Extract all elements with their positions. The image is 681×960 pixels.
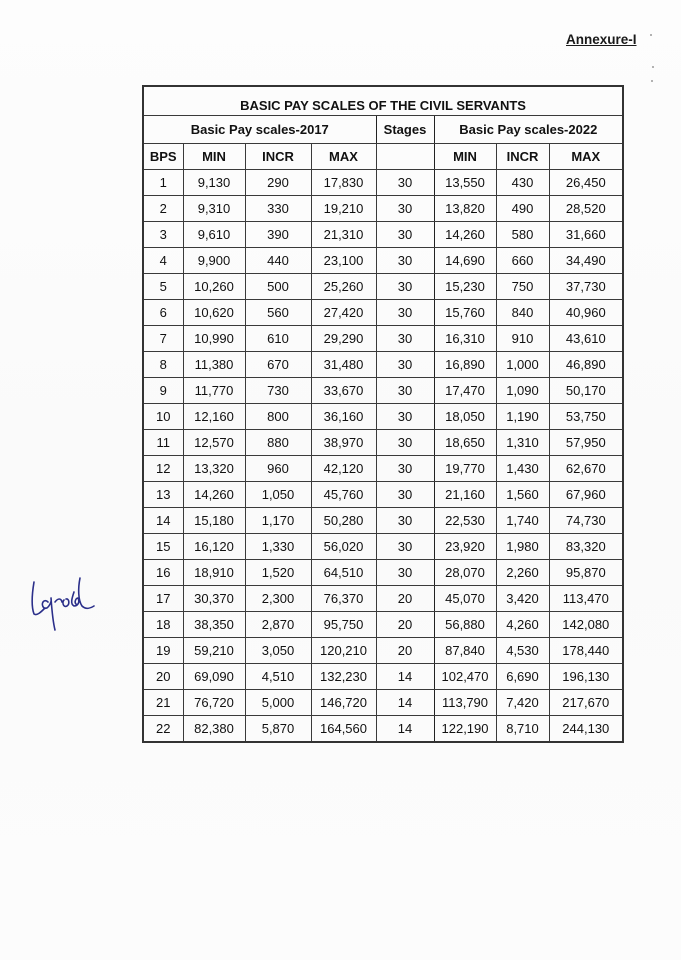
cell-max-2022: 43,610: [549, 326, 623, 352]
cell-bps: 1: [143, 170, 183, 196]
cell-max-2017: 17,830: [311, 170, 376, 196]
cell-bps: 22: [143, 716, 183, 743]
cell-min-2017: 9,610: [183, 222, 245, 248]
group-header-2022: Basic Pay scales-2022: [434, 116, 623, 144]
cell-min-2022: 13,820: [434, 196, 496, 222]
cell-min-2017: 9,900: [183, 248, 245, 274]
cell-max-2022: 50,170: [549, 378, 623, 404]
cell-stages: 30: [376, 300, 434, 326]
cell-min-2017: 9,130: [183, 170, 245, 196]
cell-stages: 14: [376, 664, 434, 690]
cell-max-2022: 26,450: [549, 170, 623, 196]
cell-min-2017: 69,090: [183, 664, 245, 690]
cell-min-2022: 16,890: [434, 352, 496, 378]
cell-stages: 14: [376, 716, 434, 743]
cell-max-2017: 36,160: [311, 404, 376, 430]
cell-min-2022: 122,190: [434, 716, 496, 743]
cell-min-2017: 12,160: [183, 404, 245, 430]
cell-incr-2022: 2,260: [496, 560, 549, 586]
cell-incr-2017: 1,170: [245, 508, 311, 534]
column-header-incr-2017: INCR: [245, 144, 311, 170]
cell-bps: 3: [143, 222, 183, 248]
cell-min-2022: 14,260: [434, 222, 496, 248]
cell-min-2017: 10,260: [183, 274, 245, 300]
cell-stages: 30: [376, 560, 434, 586]
cell-max-2022: 28,520: [549, 196, 623, 222]
table-row: [143, 248, 623, 274]
cell-bps: 5: [143, 274, 183, 300]
cell-incr-2017: 440: [245, 248, 311, 274]
cell-max-2017: 64,510: [311, 560, 376, 586]
cell-incr-2017: 2,870: [245, 612, 311, 638]
cell-bps: 10: [143, 404, 183, 430]
cell-max-2022: 62,670: [549, 456, 623, 482]
table-row: [143, 664, 623, 690]
cell-bps: 13: [143, 482, 183, 508]
table-row: [143, 716, 623, 743]
cell-bps: 12: [143, 456, 183, 482]
cell-max-2017: 50,280: [311, 508, 376, 534]
cell-incr-2017: 330: [245, 196, 311, 222]
cell-min-2017: 12,570: [183, 430, 245, 456]
cell-stages: 30: [376, 430, 434, 456]
cell-incr-2017: 960: [245, 456, 311, 482]
table-row: [143, 482, 623, 508]
cell-min-2017: 16,120: [183, 534, 245, 560]
cell-min-2022: 28,070: [434, 560, 496, 586]
cell-incr-2017: 560: [245, 300, 311, 326]
table-row: [143, 456, 623, 482]
cell-incr-2022: 840: [496, 300, 549, 326]
cell-max-2017: 21,310: [311, 222, 376, 248]
scan-speck: [652, 66, 654, 68]
cell-incr-2022: 8,710: [496, 716, 549, 743]
scan-speck: [650, 34, 652, 36]
cell-incr-2017: 1,330: [245, 534, 311, 560]
cell-max-2017: 45,760: [311, 482, 376, 508]
cell-incr-2017: 670: [245, 352, 311, 378]
cell-incr-2022: 490: [496, 196, 549, 222]
cell-max-2017: 33,670: [311, 378, 376, 404]
table-title: BASIC PAY SCALES OF THE CIVIL SERVANTS: [143, 86, 623, 116]
handwritten-signature: [28, 572, 108, 632]
cell-incr-2022: 1,190: [496, 404, 549, 430]
cell-incr-2017: 800: [245, 404, 311, 430]
cell-max-2017: 164,560: [311, 716, 376, 743]
cell-max-2017: 56,020: [311, 534, 376, 560]
cell-max-2022: 31,660: [549, 222, 623, 248]
cell-min-2017: 59,210: [183, 638, 245, 664]
cell-min-2017: 15,180: [183, 508, 245, 534]
cell-max-2017: 27,420: [311, 300, 376, 326]
cell-incr-2022: 1,980: [496, 534, 549, 560]
cell-incr-2017: 880: [245, 430, 311, 456]
table-row: [143, 274, 623, 300]
cell-incr-2022: 910: [496, 326, 549, 352]
cell-incr-2017: 1,050: [245, 482, 311, 508]
cell-incr-2017: 4,510: [245, 664, 311, 690]
column-header-bps: BPS: [143, 144, 183, 170]
column-header-max-2022: MAX: [549, 144, 623, 170]
cell-max-2022: 40,960: [549, 300, 623, 326]
cell-incr-2017: 290: [245, 170, 311, 196]
cell-max-2017: 146,720: [311, 690, 376, 716]
cell-max-2017: 38,970: [311, 430, 376, 456]
table-row: [143, 560, 623, 586]
cell-min-2022: 21,160: [434, 482, 496, 508]
cell-stages: 30: [376, 196, 434, 222]
table-row: [143, 404, 623, 430]
cell-min-2017: 11,380: [183, 352, 245, 378]
cell-max-2017: 76,370: [311, 586, 376, 612]
cell-stages: 30: [376, 222, 434, 248]
cell-incr-2022: 1,560: [496, 482, 549, 508]
annexure-label: Annexure-I: [566, 32, 637, 47]
cell-min-2022: 45,070: [434, 586, 496, 612]
table-row: [143, 378, 623, 404]
cell-incr-2017: 3,050: [245, 638, 311, 664]
cell-max-2022: 142,080: [549, 612, 623, 638]
table-row: [143, 508, 623, 534]
table-row: [143, 222, 623, 248]
cell-max-2017: 25,260: [311, 274, 376, 300]
cell-min-2022: 13,550: [434, 170, 496, 196]
cell-bps: 17: [143, 586, 183, 612]
cell-min-2022: 16,310: [434, 326, 496, 352]
cell-incr-2022: 3,420: [496, 586, 549, 612]
cell-max-2022: 46,890: [549, 352, 623, 378]
cell-max-2022: 37,730: [549, 274, 623, 300]
cell-bps: 16: [143, 560, 183, 586]
cell-max-2017: 95,750: [311, 612, 376, 638]
cell-min-2017: 76,720: [183, 690, 245, 716]
column-header-incr-2022: INCR: [496, 144, 549, 170]
cell-min-2022: 113,790: [434, 690, 496, 716]
cell-max-2017: 120,210: [311, 638, 376, 664]
cell-bps: 19: [143, 638, 183, 664]
table-row: [143, 326, 623, 352]
cell-max-2022: 34,490: [549, 248, 623, 274]
cell-min-2022: 15,760: [434, 300, 496, 326]
cell-bps: 4: [143, 248, 183, 274]
cell-bps: 8: [143, 352, 183, 378]
table-row: [143, 430, 623, 456]
cell-incr-2017: 5,000: [245, 690, 311, 716]
cell-stages: 30: [376, 482, 434, 508]
cell-stages: 30: [376, 274, 434, 300]
cell-bps: 18: [143, 612, 183, 638]
cell-bps: 15: [143, 534, 183, 560]
cell-bps: 2: [143, 196, 183, 222]
cell-incr-2022: 4,530: [496, 638, 549, 664]
table-row: [143, 534, 623, 560]
cell-min-2022: 102,470: [434, 664, 496, 690]
column-header-min-2017: MIN: [183, 144, 245, 170]
cell-incr-2017: 5,870: [245, 716, 311, 743]
cell-bps: 9: [143, 378, 183, 404]
cell-incr-2022: 430: [496, 170, 549, 196]
cell-stages: 30: [376, 404, 434, 430]
cell-max-2022: 95,870: [549, 560, 623, 586]
group-header-2017: Basic Pay scales-2017: [143, 116, 376, 144]
table-row: [143, 638, 623, 664]
cell-min-2022: 87,840: [434, 638, 496, 664]
cell-incr-2017: 730: [245, 378, 311, 404]
cell-min-2017: 11,770: [183, 378, 245, 404]
table-row: [143, 300, 623, 326]
cell-incr-2022: 1,000: [496, 352, 549, 378]
cell-incr-2022: 6,690: [496, 664, 549, 690]
cell-bps: 21: [143, 690, 183, 716]
cell-incr-2022: 660: [496, 248, 549, 274]
cell-max-2017: 31,480: [311, 352, 376, 378]
cell-incr-2017: 2,300: [245, 586, 311, 612]
cell-incr-2017: 500: [245, 274, 311, 300]
cell-min-2022: 19,770: [434, 456, 496, 482]
cell-min-2022: 14,690: [434, 248, 496, 274]
cell-min-2022: 23,920: [434, 534, 496, 560]
cell-bps: 11: [143, 430, 183, 456]
table-row: [143, 170, 623, 196]
cell-max-2022: 217,670: [549, 690, 623, 716]
cell-min-2017: 18,910: [183, 560, 245, 586]
cell-min-2017: 38,350: [183, 612, 245, 638]
cell-max-2022: 74,730: [549, 508, 623, 534]
cell-bps: 20: [143, 664, 183, 690]
cell-stages: 14: [376, 690, 434, 716]
table-row: [143, 352, 623, 378]
cell-stages: 20: [376, 586, 434, 612]
cell-stages: 30: [376, 456, 434, 482]
cell-incr-2017: 1,520: [245, 560, 311, 586]
cell-stages: 20: [376, 638, 434, 664]
cell-max-2022: 196,130: [549, 664, 623, 690]
cell-incr-2022: 4,260: [496, 612, 549, 638]
cell-max-2022: 57,950: [549, 430, 623, 456]
cell-incr-2017: 610: [245, 326, 311, 352]
cell-bps: 7: [143, 326, 183, 352]
cell-incr-2022: 7,420: [496, 690, 549, 716]
cell-min-2017: 82,380: [183, 716, 245, 743]
cell-incr-2022: 580: [496, 222, 549, 248]
cell-min-2022: 18,050: [434, 404, 496, 430]
cell-max-2017: 42,120: [311, 456, 376, 482]
cell-max-2017: 29,290: [311, 326, 376, 352]
cell-stages: 30: [376, 378, 434, 404]
cell-stages: 30: [376, 170, 434, 196]
cell-incr-2022: 1,740: [496, 508, 549, 534]
table-body: [143, 170, 623, 743]
cell-incr-2022: 1,430: [496, 456, 549, 482]
cell-min-2017: 9,310: [183, 196, 245, 222]
cell-stages: 30: [376, 534, 434, 560]
cell-stages: 30: [376, 326, 434, 352]
scan-speck: [651, 80, 653, 82]
cell-min-2017: 13,320: [183, 456, 245, 482]
table-row: [143, 196, 623, 222]
cell-min-2022: 56,880: [434, 612, 496, 638]
column-header-stages: [376, 144, 434, 170]
table-row: [143, 690, 623, 716]
cell-max-2022: 83,320: [549, 534, 623, 560]
cell-min-2017: 14,260: [183, 482, 245, 508]
cell-min-2017: 30,370: [183, 586, 245, 612]
cell-stages: 30: [376, 248, 434, 274]
cell-bps: 14: [143, 508, 183, 534]
cell-stages: 30: [376, 508, 434, 534]
cell-bps: 6: [143, 300, 183, 326]
cell-max-2017: 23,100: [311, 248, 376, 274]
cell-max-2022: 178,440: [549, 638, 623, 664]
table-row: [143, 612, 623, 638]
group-header-stages: Stages: [376, 116, 434, 144]
cell-max-2017: 132,230: [311, 664, 376, 690]
cell-max-2022: 53,750: [549, 404, 623, 430]
cell-max-2022: 67,960: [549, 482, 623, 508]
cell-incr-2022: 1,090: [496, 378, 549, 404]
cell-min-2022: 15,230: [434, 274, 496, 300]
cell-incr-2022: 750: [496, 274, 549, 300]
cell-min-2022: 18,650: [434, 430, 496, 456]
cell-stages: 20: [376, 612, 434, 638]
pay-scales-table: [142, 85, 624, 743]
cell-max-2022: 244,130: [549, 716, 623, 743]
cell-incr-2017: 390: [245, 222, 311, 248]
table-row: [143, 586, 623, 612]
cell-stages: 30: [376, 352, 434, 378]
cell-min-2017: 10,990: [183, 326, 245, 352]
cell-min-2022: 22,530: [434, 508, 496, 534]
cell-max-2022: 113,470: [549, 586, 623, 612]
cell-incr-2022: 1,310: [496, 430, 549, 456]
cell-min-2022: 17,470: [434, 378, 496, 404]
cell-max-2017: 19,210: [311, 196, 376, 222]
cell-min-2017: 10,620: [183, 300, 245, 326]
column-header-min-2022: MIN: [434, 144, 496, 170]
column-header-max-2017: MAX: [311, 144, 376, 170]
